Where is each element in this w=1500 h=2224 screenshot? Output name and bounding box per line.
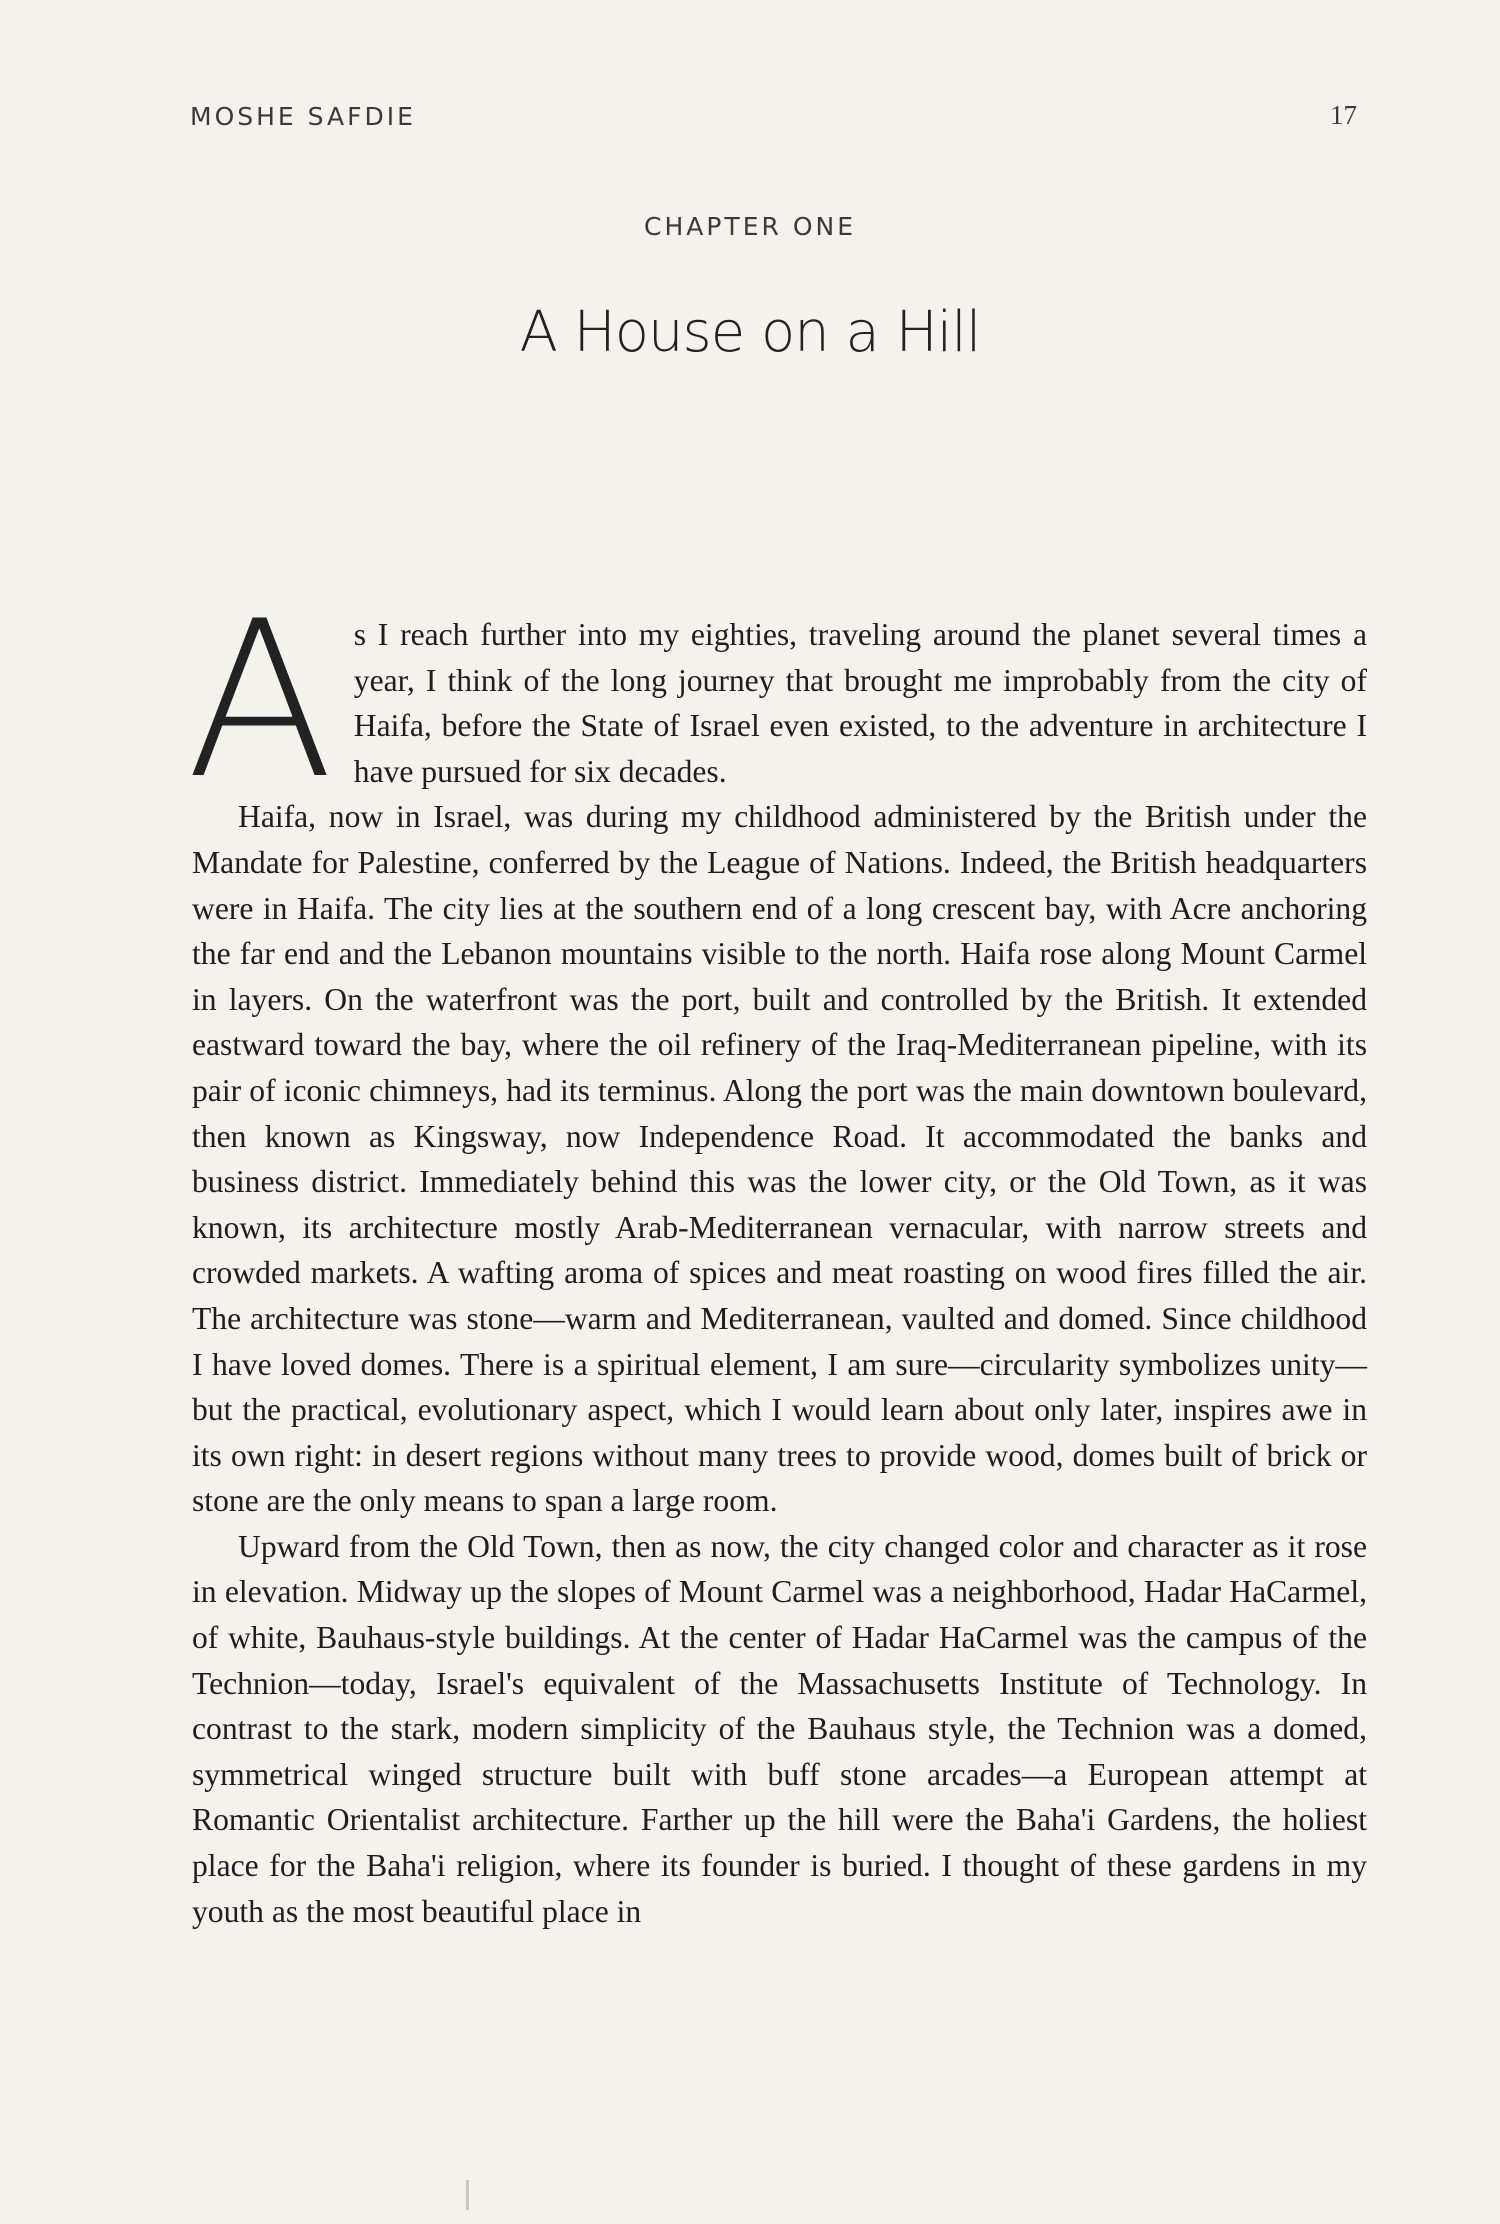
paragraph-1-text: s I reach further into my eighties, traveling around the planet several times a year, I think of the long journey that brought me improbably from the city of Haifa, before the State of Israel even existed, to the adventure in architecture I have pursued for six decades. — [353, 617, 1367, 789]
paragraph-3: Upward from the Old Town, then as now, the city changed color and character as it rose in elevation. Midway up the slopes of Mount Carmel was a neighborhood, Hadar HaCarmel, of white, Bauhaus-style buildings. At the center of Hadar HaCarmel was the campus of the Technion—today, Israel's equivalent of the Massachusetts Institute of Technology. In contrast to the stark, modern simplicity of the Bauhaus style, the Technion was a domed, symmetrical winged structure built with buff stone arcades—a European attempt at Romantic Orientalist architecture. Farther up the hill were the Baha'i Gardens, the holiest place for the Baha'i religion, where its founder is buried. I thought of these gardens in my youth as the most beautiful place in — [192, 1528, 1367, 1929]
chapter-title: A House on a Hill — [519, 300, 981, 365]
body-text — [186, 575, 1367, 1934]
running-head-author: MOSHE SAFDIE — [190, 102, 416, 131]
paragraph-2: Haifa, now in Israel, was during my childhood administered by the British under the Mandate for Palestine, conferred by the League of Nations. Indeed, the British headquarters were in Haifa. The city lies at the southern end of a long crescent bay, with Acre anchoring the far end and the Lebanon mountains visible to the north. Haifa rose along Mount Carmel in layers. On the waterfront was the port, built and controlled by the British. It extended eastward toward the bay, where the oil refinery of the Iraq-Mediterranean pipeline, with its pair of iconic chimneys, had its terminus. Along the port was the main downtown boulevard, then known as Kingsway, now Independence Road. It accommodated the banks and business district. Immediately behind this was the lower city, or the Old Town, as it was known, its architecture mostly Arab-Mediterranean vernacular, with narrow streets and crowded markets. A wafting aroma of spices and meat roasting on wood fires filled the air. The architecture was stone—warm and Mediterranean, vaulted and domed. Since childhood I have loved domes. There is a spiritual element, I am sure—circularity symbolizes unity—but the practical, evolutionary aspect, which I would learn about only later, inspires awe in its own right: in desert regions without many trees to provide wood, domes built of brick or stone are the only means to span a large room. — [192, 799, 1367, 1519]
chapter-label: CHAPTER ONE — [644, 212, 856, 241]
scan-artifact-mark — [466, 2180, 469, 2210]
drop-cap: A — [186, 575, 334, 826]
paragraph-1 — [186, 575, 1367, 826]
page-number: 17 — [1330, 100, 1357, 130]
